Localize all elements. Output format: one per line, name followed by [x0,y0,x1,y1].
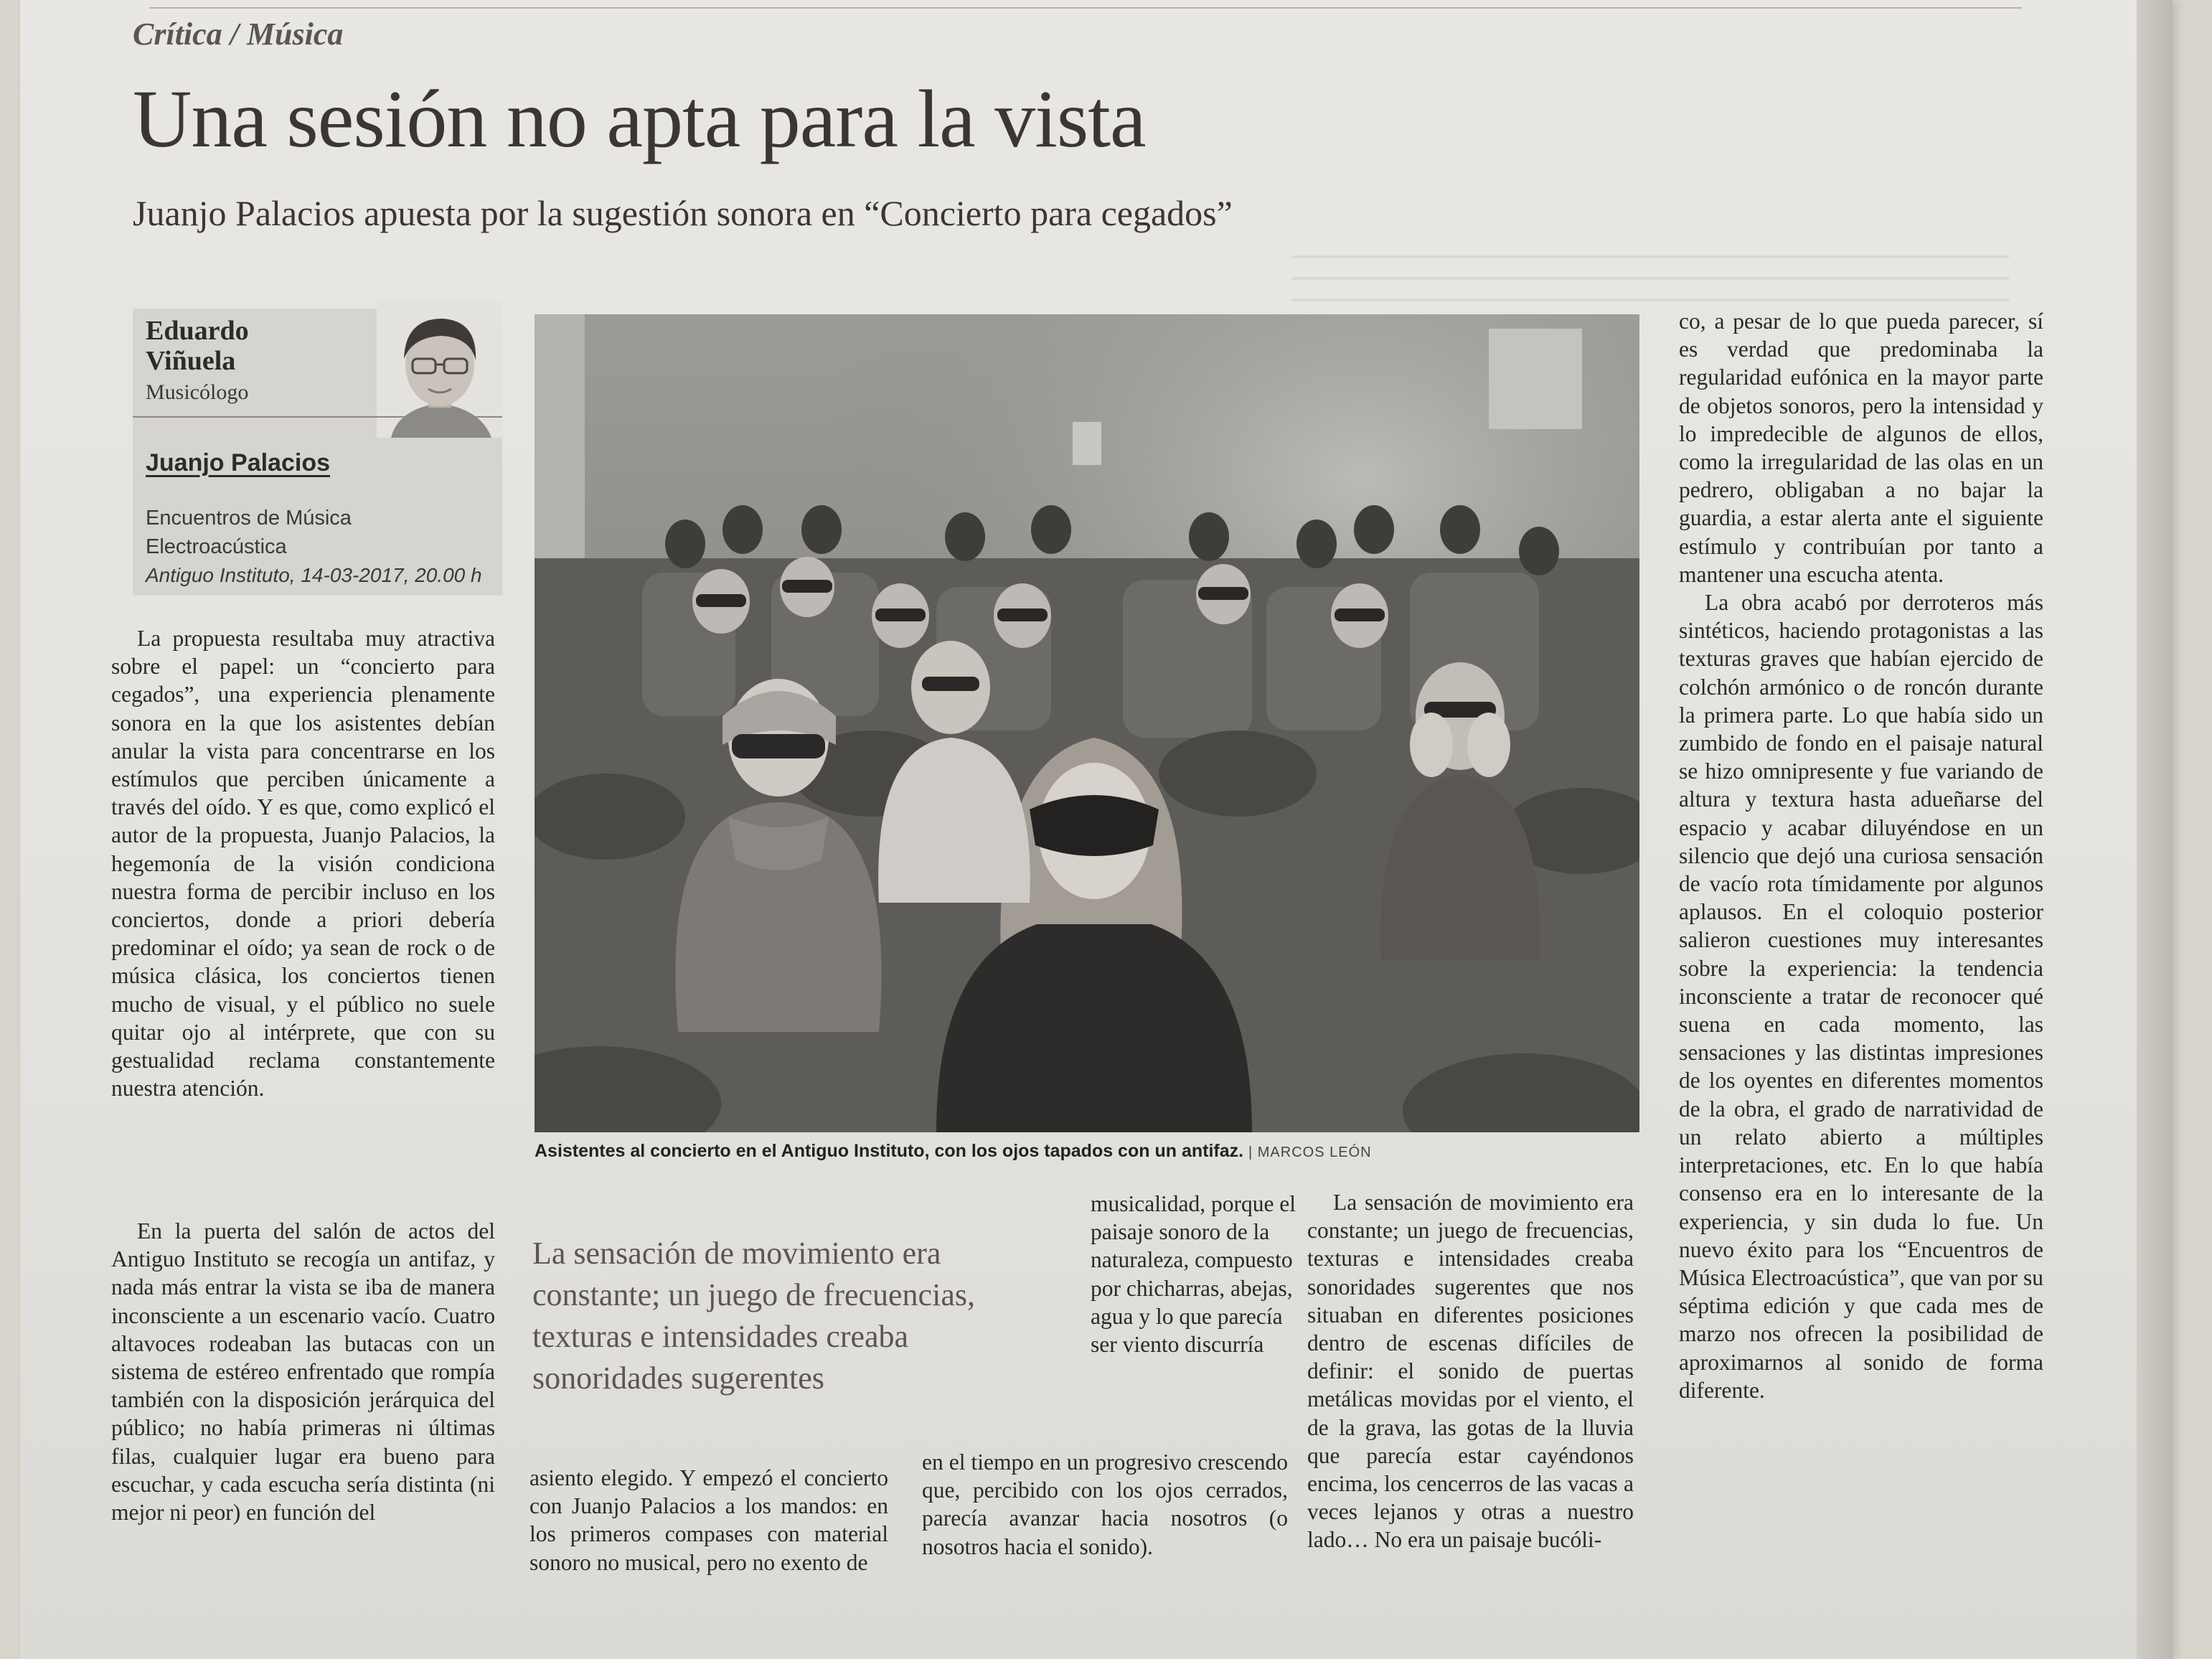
body-paragraph: En la puerta del salón de actos del Antiguo Instituto se recogía un antifaz, y nada más entrar la vista se iba de manera inconsciente a un escenario vacío. Cuatro altavoces rodeaban las butacas con un sistema de estéreo enfrentado que rompía también con la disposición jerárquica del público; no había primeras ni últimas filas, cualquier lugar era bueno para escuchar, y cada escucha sería distinta (ni mejor ni peor) en función del [111,1218,495,1526]
show-through-text [1291,237,2009,301]
photo-credit: | MARCOS LEÓN [1248,1145,1372,1160]
author-name: Eduardo Viñuela [146,316,249,376]
body-paragraph: La obra acabó por derroteros más sintéticos, haciendo protagonistas a las texturas graves que habían ejercido de colchón armónico o de roncón durante la primera parte. Lo que había sido un zumbido de fondo en el paisaje natural se hizo omnipresente y fue variando de altura y textura hasta adueñarse del espacio y acabar diluyéndose en un silencio que dejó una curiosa sensación de vacío rota tímidamente por algunos aplausos. En el coloquio posterior salieron cuestiones muy interesantes sobre la experiencia: la tendencia inconsciente a tratar de reconocer qué suena en cada momento, las sensaciones y las distintas impresiones de los oyentes en diferentes momentos de la obra, el grado de narratividad de un relato abierto a múltiples interpretaciones, etc. En lo que había consenso era en lo interesante de la experiencia, y sin duda lo fue. Un nuevo éxito para los “Encuentros de Música Electroacústica”, que van por su séptima edición y que cada mes de marzo nos ofrecen la posibilidad de aproximarnos al sonido de forma diferente. [1679,590,2043,1403]
body-column-2 [530,1464,888,1576]
subheadline: Juanjo Palacios apuesta por la sugestión sonora en “Concierto para cegados” [133,193,1233,233]
body-column-3-bottom [922,1448,1288,1561]
review-sidebar [133,309,502,596]
event-organizer: Encuentros de Música Electroacústica [146,507,352,558]
body-paragraph: La sensación de movimiento era constante; un juego de frecuencias, texturas e intensidades creaba sonoridades sugerentes que nos situaban en diferentes posiciones dentro de escenas difíciles de definir: el sonido de puertas metálicas movidas por el viento, el de la grava, las gotas de la lluvia que parecía estar cayéndonos encima, los cencerros de las vacas a veces lejanos y otras a nuestro lado… No era un paisaje bucóli- [1307,1190,1634,1553]
author-role: Musicólogo [146,380,249,404]
caption-text: Asistentes al concierto en el Antiguo Instituto, con los ojos tapados con un antifaz. [535,1141,1244,1161]
concert-photo [535,314,1639,1132]
body-column-4 [1307,1188,1634,1554]
body-paragraph: La propuesta resultaba muy atractiva sobre el papel: un “concierto para cegados”, una experiencia plenamente sonora en la que los asistentes debían anular la vista para concentrarse en los estímulos que perciben únicamente a través del oído. Y es que, como explicó el autor de la propuesta, Juanjo Palacios, la hegemonía de la visión condiciona nuestra forma de percibir incluso en los conciertos, donde a priori debería predominar el oído; ya sean de rock o de música clásica, los conciertos tienen mucho de visual, y el público no suele quitar ojo al intérprete, que con su gestualidad reclama constantemente nuestra atención. [111,626,495,1101]
body-column-3-top [1091,1190,1313,1358]
pull-quote: La sensación de movimiento era constante; un juego de frecuencias, texturas e intensidades creaba sonoridades sugerentes [532,1236,975,1396]
body-paragraph: en el tiempo en un progresivo crescendo que, percibido con los ojos cerrados, parecía avanzar hacia nosotros (o nosotros hacia el sonido). [922,1449,1288,1559]
section-label: Crítica / Música [133,17,344,52]
body-column-5 [1679,307,2043,1404]
body-paragraph: musicalidad, porque el paisaje sonoro de la naturaleza, compuesto por chicharras, abejas, agua y lo que parecía ser viento discurría [1091,1191,1296,1358]
page-edge [2137,0,2173,1659]
top-rule [149,7,2022,9]
event-location: Antiguo Instituto, 14-03-2017, 20.00 h [146,564,482,586]
event-title: Juanjo Palacios [146,449,330,476]
sidebar-divider [133,416,502,418]
photo-caption [535,1141,1372,1162]
body-paragraph: asiento elegido. Y empezó el concierto con Juanjo Palacios a los mandos: en los primeros compases con material sonoro no musical, pero no exento de [530,1465,888,1575]
body-column-1-bottom [111,1217,495,1526]
body-paragraph: co, a pesar de lo que pueda parecer, sí es verdad que predominaba la regularidad eufónica en la mayor parte de objetos sonoros, pero la intensidad y lo impredecible de algunos de ellos, como la irregularidad de las olas en un pedrero, obligaban a no bajar la guardia, a estar alerta ante el siguiente estímulo y contribuían por tanto a mantener una escucha atenta. [1679,309,2043,587]
headline: Una sesión no apta para la vista [133,73,1146,164]
body-column-1-top [111,624,495,1102]
